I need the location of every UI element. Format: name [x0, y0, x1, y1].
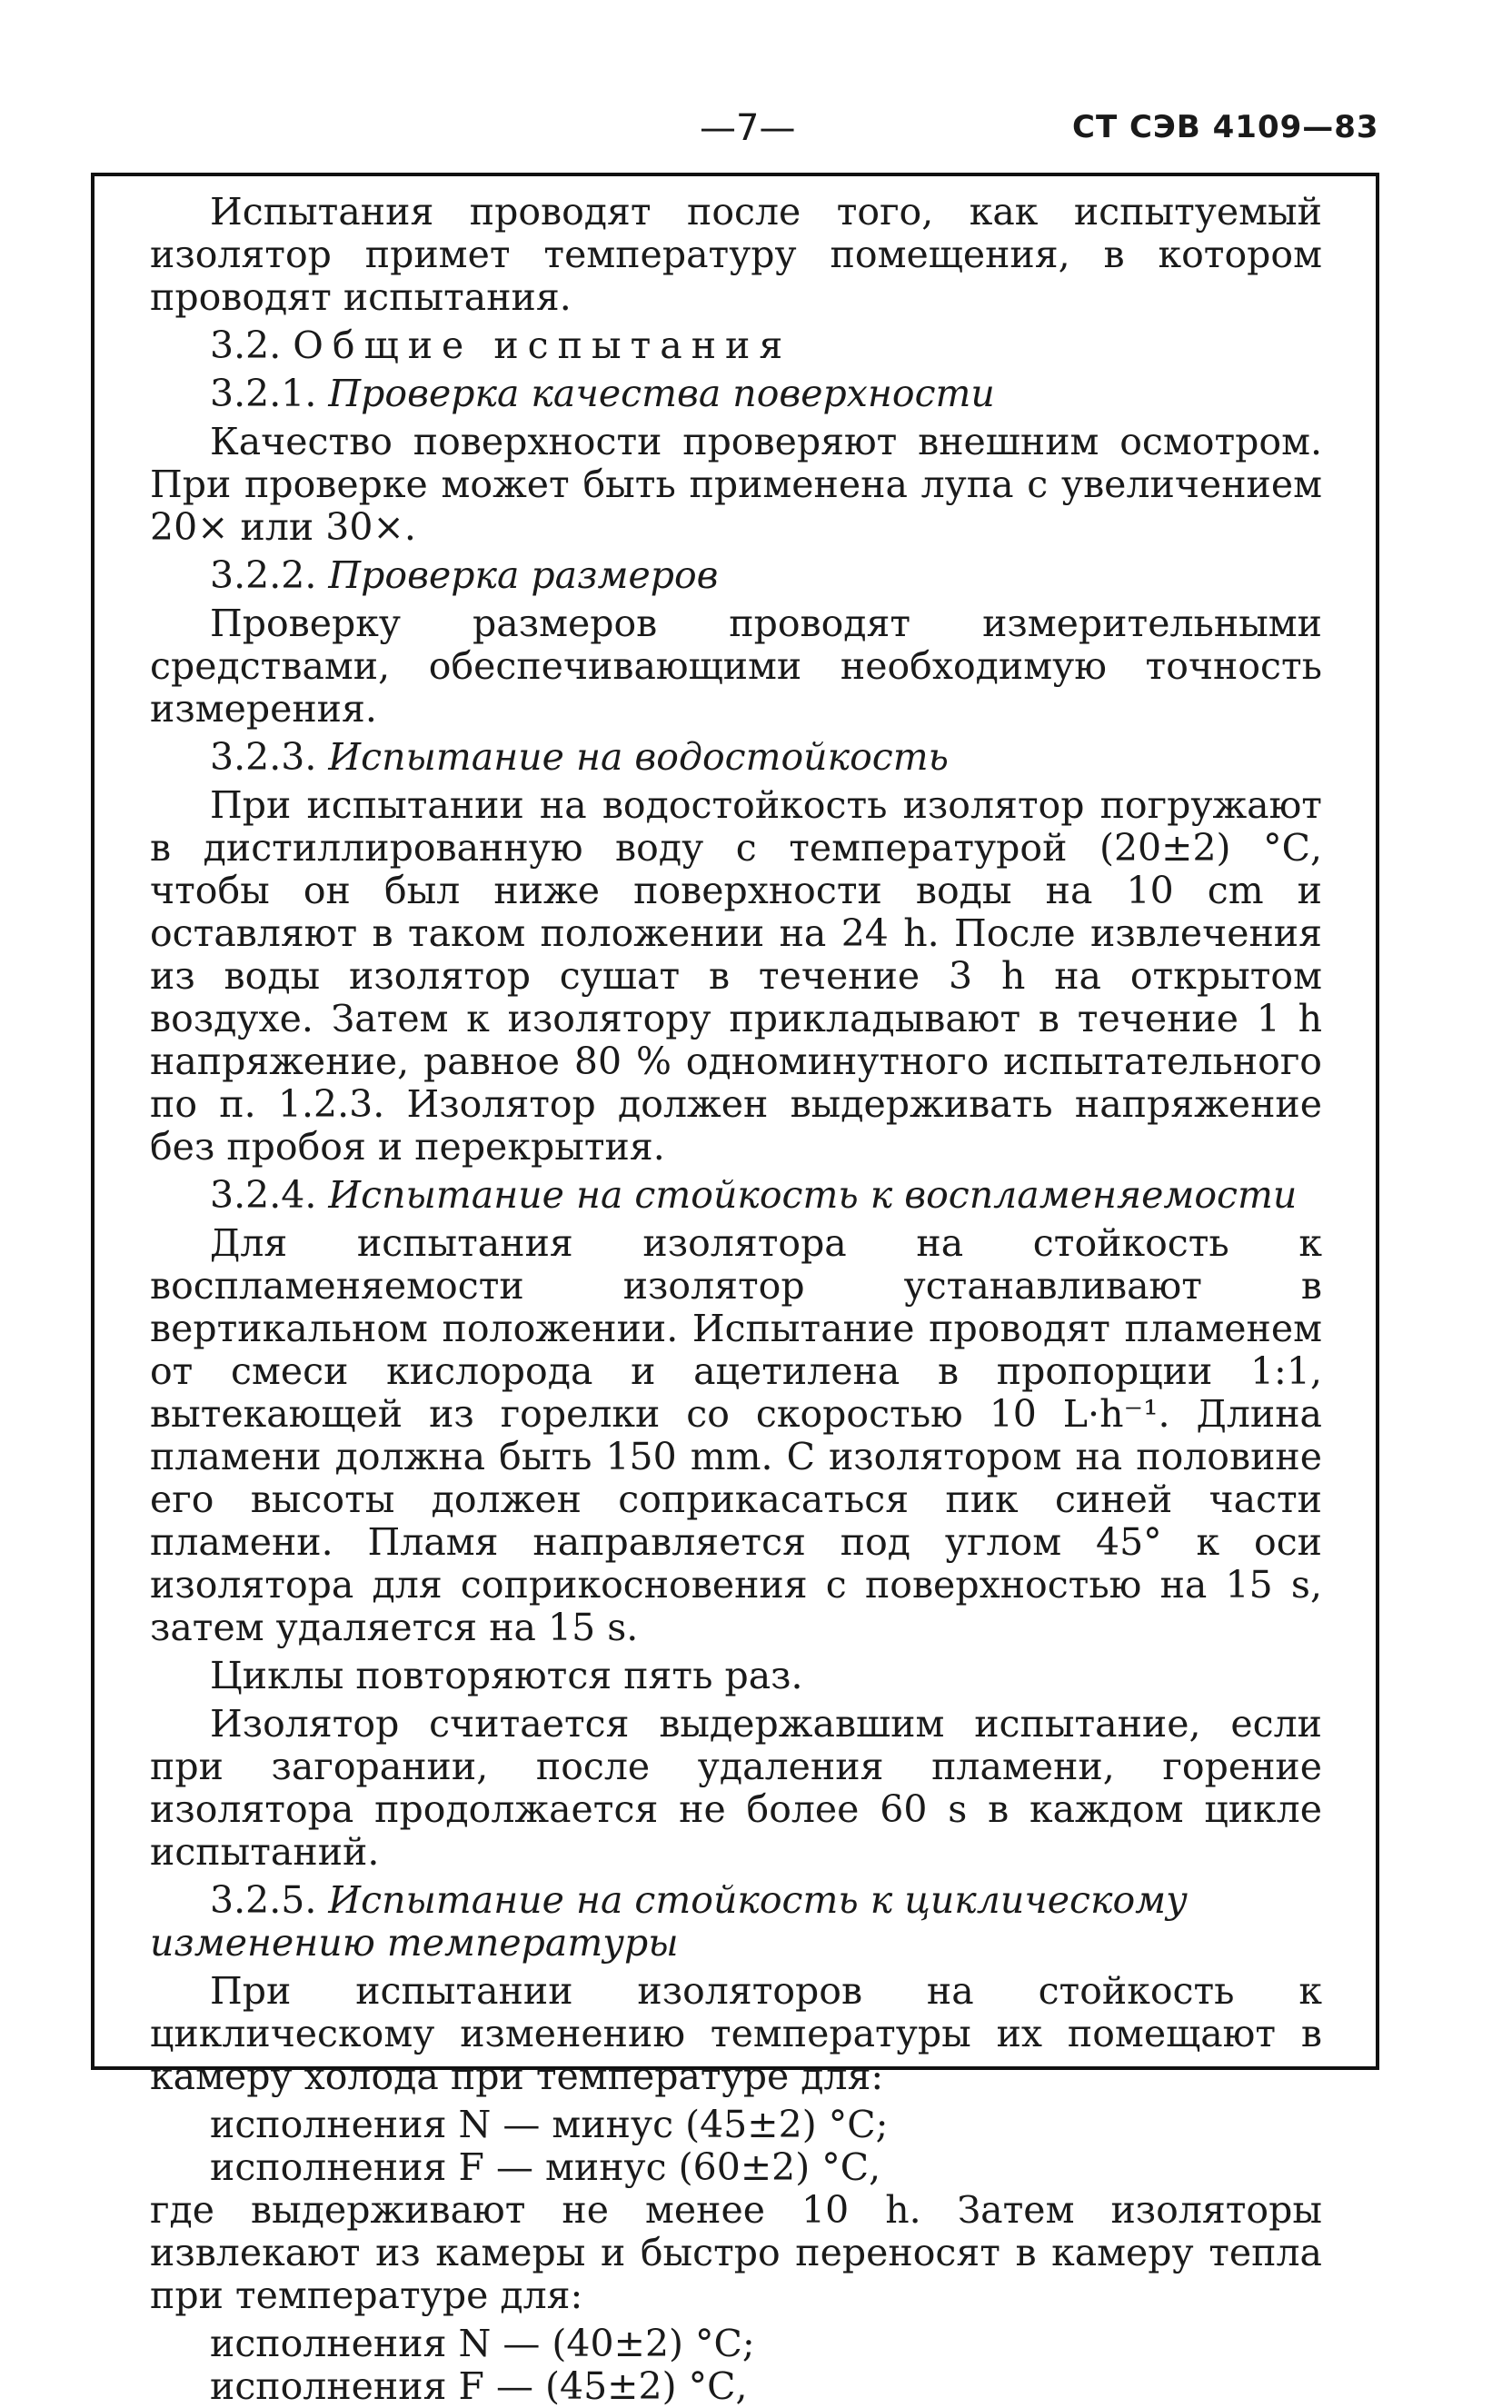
paragraph: Проверку размеров проводят измерительными средствами, обеспечивающими необходимую точность измерения.: [150, 602, 1322, 731]
section-heading-3-2-2: [150, 554, 1322, 597]
section-title: Проверка качества поверхности: [328, 372, 995, 415]
section-number: 3.2.1.: [210, 372, 317, 415]
paragraph: При испытании изоляторов на стойкость к циклическому изменению температуры их помещают в камеру холода при температуре для:: [150, 1969, 1322, 2098]
section-number: 3.2.5.: [210, 1878, 317, 1922]
paragraph: Изолятор считается выдержавшим испытание, если при загорании, после удаления пламени, горение изолятора продолжается не более 60 s в каждом цикле испытаний.: [150, 1702, 1322, 1874]
section-title: Общие испытания: [293, 323, 792, 367]
document-code: СТ СЭВ 4109—83: [1072, 109, 1379, 145]
list-item: исполнения F — (45±2) °С,: [210, 2364, 748, 2408]
section-heading-3-2-5: [150, 1879, 1322, 1965]
section-heading-3-2-3: [150, 736, 1322, 779]
list-item: исполнения N — (40±2) °С;: [210, 2322, 755, 2365]
section-title: Испытание на водостойкость: [328, 735, 949, 779]
paragraph: где выдерживают не менее 10 h. Затем изоляторы извлекают из камеры и быстро переносят в камеру тепла при температуре для:: [150, 2188, 1322, 2317]
section-number: 3.2.2.: [210, 553, 317, 597]
section-title: Испытание на стойкость к воспламеняемости: [328, 1173, 1298, 1217]
list-item: исполнения F — минус (60±2) °С,: [210, 2145, 881, 2189]
section-title: Проверка размеров: [328, 553, 719, 597]
section-title: Испытание на стойкость к циклическому изменению температуры: [150, 1878, 1188, 1965]
paragraph: Качество поверхности проверяют внешним осмотром. При проверке может быть применена лупа с увеличением 20× или 30×.: [150, 420, 1322, 549]
section-heading-3-2-4: [150, 1174, 1322, 1217]
paragraph: Для испытания изолятора на стойкость к воспламеняемости изолятор устанавливают в вертикальном положении. Испытание проводят пламенем от смеси кислорода и ацетилена в пропорции 1:1, вытекающей из горелки со скоростью 10 L·h⁻¹. Длина пламени должна быть 150 mm. С изолятором на половине его высоты должен соприкасаться пик синей части пламени. Пламя направляется под углом 45° к оси изолятора для соприкосновения с поверхностью на 15 s, затем удаляется на 15 s.: [150, 1221, 1322, 1649]
list-item: исполнения N — минус (45±2) °С;: [210, 2103, 889, 2146]
document-body: [150, 191, 1322, 2408]
paragraph: При испытании на водостойкость изолятор погружают в дистиллированную воду с температурой (20±2) °С, чтобы он был ниже поверхности воды на 10 cm и оставляют в таком положении на 24 h. После извлечения из воды изолятор сушат в течение 3 h на открытом воздухе. Затем к изолятору прикладывают в течение 1 h напряжение, равное 80 % одноминутного испытательного по п. 1.2.3. Изолятор должен выдерживать напряжение без пробоя и перекрытия.: [150, 783, 1322, 1169]
page-number: —7—: [700, 107, 796, 149]
page-header: [0, 107, 1512, 162]
section-number: 3.2.3.: [210, 735, 317, 779]
section-number: 3.2.4.: [210, 1173, 317, 1217]
paragraph: Испытания проводят после того, как испытуемый изолятор примет температуру помещения, в котором проводят испытания.: [150, 190, 1322, 319]
section-heading-3-2: [150, 324, 1322, 367]
paragraph: Циклы повторяются пять раз.: [210, 1654, 803, 1697]
section-heading-3-2-1: [150, 373, 1322, 415]
section-number: 3.2.: [210, 323, 282, 367]
